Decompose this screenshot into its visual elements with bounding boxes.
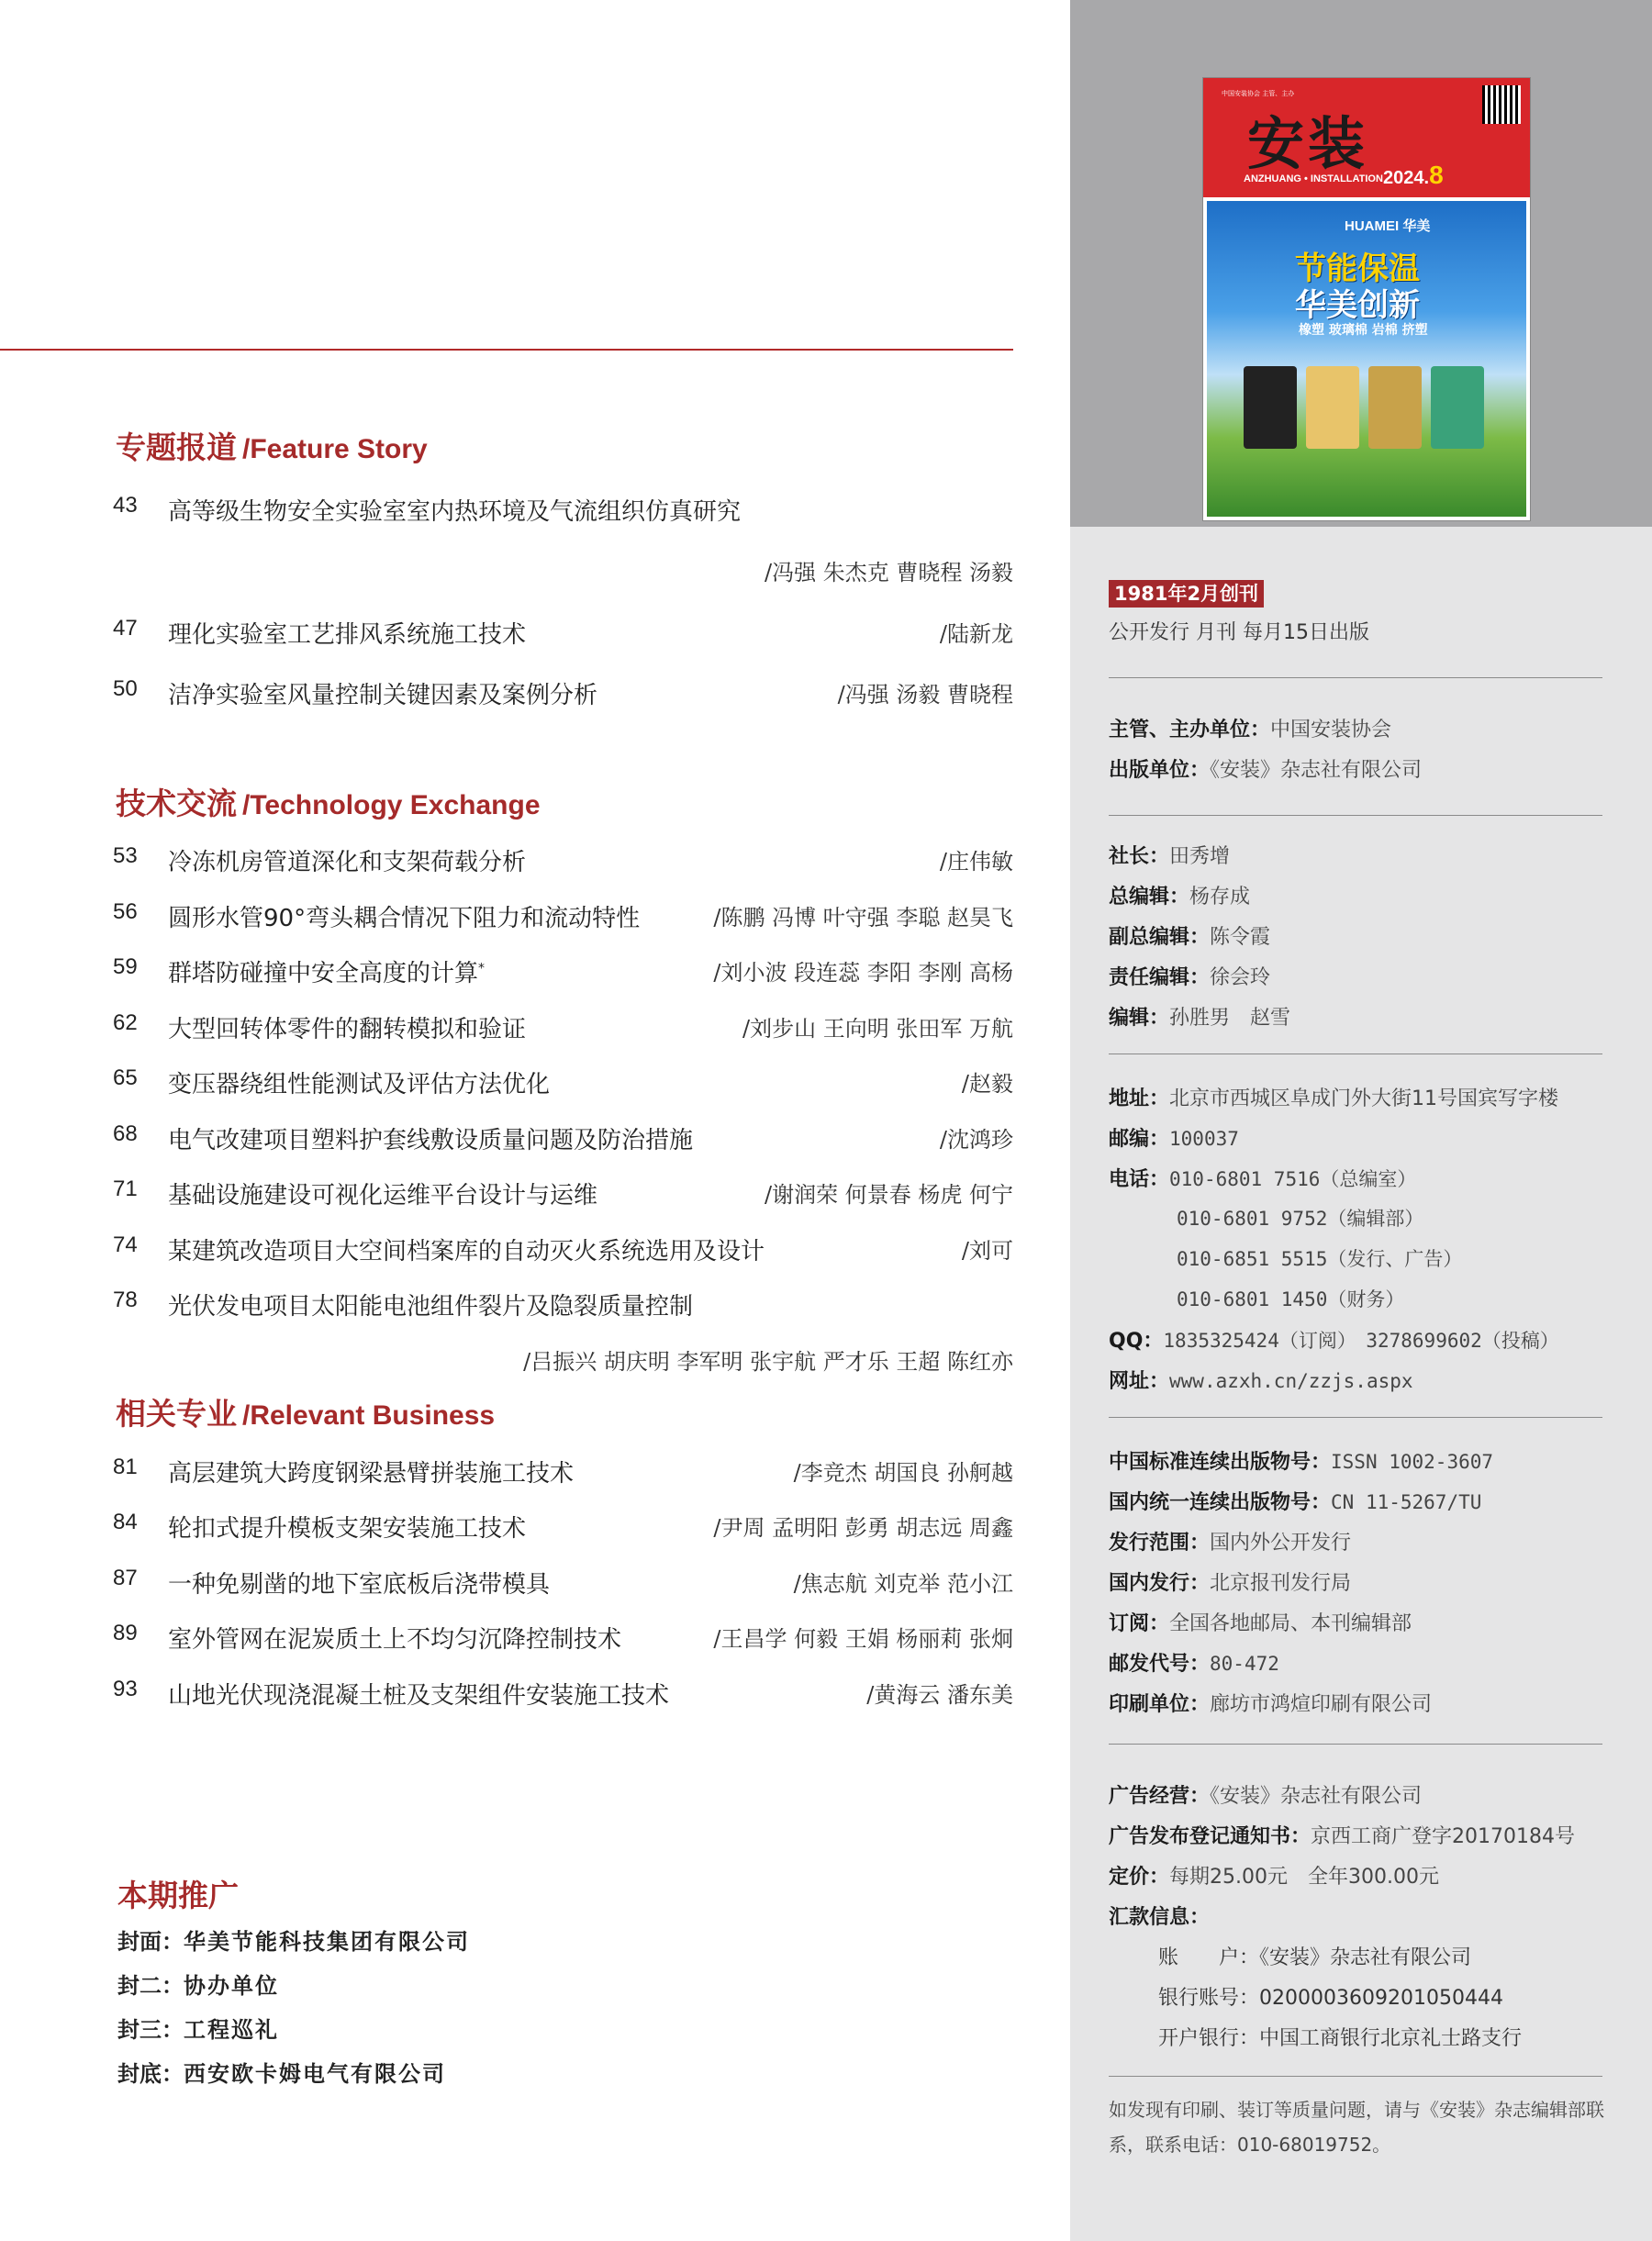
page-number: 56 bbox=[113, 899, 138, 924]
info-key: 发行范围： bbox=[1109, 1532, 1211, 1555]
article-authors: /李竞杰 胡国良 孙舸越 bbox=[793, 1460, 1013, 1486]
article-title[interactable]: 理化实验室工艺排风系统施工技术 bbox=[168, 621, 527, 649]
promo-item bbox=[117, 1968, 279, 2000]
article-authors: /陆新龙 bbox=[939, 621, 1013, 647]
info-row bbox=[1109, 1608, 1412, 1636]
toc-entry[interactable] bbox=[113, 1621, 1013, 1657]
info-value: 010-6851 5515（发行、广告） bbox=[1177, 1248, 1463, 1270]
info-value: 田秀增 bbox=[1169, 845, 1231, 868]
article-title-text: 群塔防碰撞中安全高度的计算 bbox=[168, 960, 479, 987]
divider bbox=[1109, 677, 1602, 678]
page-number: 62 bbox=[113, 1010, 138, 1035]
page-number: 84 bbox=[113, 1510, 138, 1534]
info-row bbox=[1177, 1204, 1423, 1232]
cover-header bbox=[1203, 78, 1530, 197]
footnote-mark: * bbox=[478, 961, 486, 976]
article-authors: /黄海云 潘东美 bbox=[866, 1682, 1013, 1708]
cover-subtitle: ANZHUANG • INSTALLATION bbox=[1244, 173, 1383, 184]
article-title[interactable]: 圆形水管90°弯头耦合情况下阻力和流动特性 bbox=[168, 905, 641, 932]
info-key: 总编辑： bbox=[1109, 886, 1190, 909]
quality-notice: 如发现有印刷、装订等质量问题，请与《安装》杂志编辑部联系，联系电话：010-68019752。 bbox=[1109, 2099, 1604, 2156]
info-row bbox=[1109, 1689, 1432, 1717]
article-authors: /陈鹏 冯博 叶守强 李聪 赵昊飞 bbox=[713, 905, 1013, 931]
info-value: 徐会玲 bbox=[1210, 966, 1271, 989]
info-value: CN 11-5267/TU bbox=[1331, 1491, 1482, 1513]
info-value: 80-472 bbox=[1210, 1653, 1279, 1675]
page-number: 74 bbox=[113, 1232, 138, 1257]
article-authors: /尹周 孟明阳 彭勇 胡志远 周鑫 bbox=[713, 1515, 1013, 1541]
section-heading-feature-story bbox=[116, 424, 428, 467]
info-value: 100037 bbox=[1169, 1128, 1239, 1150]
toc-entry[interactable] bbox=[113, 1121, 1013, 1158]
divider bbox=[1109, 815, 1602, 816]
toc-entry[interactable] bbox=[113, 1010, 1013, 1047]
article-title[interactable]: 一种免剔凿的地下室底板后浇带模具 bbox=[168, 1571, 551, 1599]
top-rule bbox=[0, 349, 1013, 351]
page-number: 71 bbox=[113, 1176, 138, 1201]
cover-slogan-2: 华美创新 bbox=[1295, 287, 1420, 324]
building-icon bbox=[1431, 366, 1484, 449]
divider bbox=[1109, 1417, 1602, 1418]
article-authors: /谢润荣 何景春 杨虎 何宁 bbox=[765, 1182, 1013, 1208]
info-value: 北京市西城区阜成门外大街11号国宾写字楼 bbox=[1169, 1087, 1559, 1110]
article-authors: /焦志航 刘克举 范小江 bbox=[793, 1571, 1013, 1597]
publication-frequency: 公开发行 月刊 每月15日出版 bbox=[1109, 621, 1369, 644]
promo-key: 封面： bbox=[117, 1929, 184, 1955]
info-key: 编辑： bbox=[1109, 1007, 1170, 1030]
info-value: 全国各地邮局、本刊编辑部 bbox=[1169, 1612, 1412, 1635]
section-cn-title: 相关专业 bbox=[116, 1396, 237, 1432]
page-number: 47 bbox=[113, 616, 138, 641]
info-value: 廊坊市鸿煊印刷有限公司 bbox=[1210, 1693, 1433, 1716]
page-number: 81 bbox=[113, 1455, 138, 1479]
toc-entry[interactable] bbox=[113, 954, 1013, 991]
info-value: 010-6801 9752（编辑部） bbox=[1177, 1208, 1424, 1230]
page-number: 43 bbox=[113, 493, 138, 518]
article-title[interactable]: 电气改建项目塑料护套线敷设质量问题及防治措施 bbox=[168, 1127, 694, 1154]
info-value: 每期25.00元 全年300.00元 bbox=[1169, 1866, 1439, 1889]
magazine-cover[interactable] bbox=[1202, 77, 1531, 521]
info-value: ISSN 1002-3607 bbox=[1331, 1451, 1494, 1473]
info-key: 汇款信息： bbox=[1109, 1906, 1211, 1929]
info-row bbox=[1109, 1446, 1493, 1475]
info-key: 订阅： bbox=[1109, 1612, 1170, 1635]
article-title[interactable]: 基础设施建设可视化运维平台设计与运维 bbox=[168, 1182, 598, 1210]
info-value: 010-6801 1450（财务） bbox=[1177, 1288, 1405, 1310]
info-key: 邮发代号： bbox=[1109, 1653, 1211, 1676]
promo-item bbox=[117, 2056, 446, 2088]
section-heading-technology-exchange bbox=[116, 780, 541, 823]
info-value: 中国安装协会 bbox=[1270, 719, 1392, 741]
divider bbox=[1109, 2076, 1602, 2077]
toc-entry[interactable] bbox=[113, 1677, 1013, 1713]
cover-materials: 橡塑 玻璃棉 岩棉 挤塑 bbox=[1299, 323, 1428, 338]
info-key: 地址： bbox=[1109, 1087, 1170, 1110]
info-key: QQ： bbox=[1109, 1330, 1164, 1353]
cover-logo: 安装 bbox=[1247, 110, 1369, 177]
cover-issue-number: 8 bbox=[1429, 161, 1444, 189]
info-row bbox=[1109, 962, 1270, 990]
info-row bbox=[1109, 1164, 1416, 1192]
article-title[interactable] bbox=[168, 954, 485, 988]
divider bbox=[1109, 1744, 1602, 1745]
toc-entry[interactable] bbox=[113, 676, 1013, 713]
toc-entry[interactable] bbox=[113, 1288, 1013, 1324]
info-row bbox=[1109, 1487, 1481, 1515]
article-title[interactable]: 室外管网在泥炭质土上不均匀沉降控制技术 bbox=[168, 1626, 622, 1654]
cover-publisher: 中国安装协会 主管、主办 bbox=[1222, 90, 1295, 97]
info-row bbox=[1109, 714, 1391, 742]
bank-row: 开户银行：中国工商银行北京礼士路支行 bbox=[1158, 2027, 1523, 2050]
founded-badge: 1981年2月创刊 bbox=[1109, 580, 1264, 608]
info-value: 1835325424（订阅） 3278699602（投稿） bbox=[1163, 1330, 1559, 1352]
cover-issue-year: 2024. bbox=[1383, 168, 1430, 188]
article-title[interactable]: 光伏发电项目太阳能电池组件裂片及隐裂质量控制 bbox=[168, 1293, 694, 1321]
toc-entry[interactable] bbox=[113, 1065, 1013, 1102]
article-authors: /庄伟敏 bbox=[939, 849, 1013, 875]
promo-item bbox=[117, 2012, 279, 2044]
info-value: 国内外公开发行 bbox=[1210, 1532, 1352, 1555]
promo-key: 封底： bbox=[117, 2061, 184, 2087]
info-key: 邮编： bbox=[1109, 1128, 1170, 1151]
article-authors: /刘步山 王向明 张田军 万航 bbox=[742, 1016, 1013, 1042]
info-row bbox=[1109, 1083, 1558, 1111]
info-value: 杨存成 bbox=[1189, 886, 1251, 909]
cover-panel bbox=[1070, 0, 1652, 527]
page-number: 50 bbox=[113, 676, 138, 701]
promo-value: 工程巡礼 bbox=[184, 2016, 279, 2043]
promo-value: 协办单位 bbox=[184, 1972, 279, 1999]
promo-key: 封二： bbox=[117, 1973, 184, 1999]
info-key: 网址： bbox=[1109, 1370, 1170, 1393]
info-row bbox=[1109, 1821, 1575, 1849]
toc-entry[interactable] bbox=[113, 616, 1013, 652]
info-row bbox=[1109, 754, 1422, 783]
toc-entry[interactable] bbox=[113, 1510, 1013, 1546]
toc-entry[interactable] bbox=[113, 843, 1013, 880]
article-authors: /刘可 bbox=[961, 1238, 1013, 1264]
info-row bbox=[1109, 921, 1270, 950]
cover-artwork bbox=[1207, 201, 1526, 517]
info-key: 定价： bbox=[1109, 1866, 1170, 1889]
page-number: 68 bbox=[113, 1121, 138, 1146]
section-cn-title: 技术交流 bbox=[116, 786, 237, 821]
info-row bbox=[1109, 841, 1230, 869]
info-row bbox=[1109, 1861, 1439, 1890]
toc-entry[interactable] bbox=[113, 899, 1013, 936]
info-row bbox=[1177, 1285, 1404, 1312]
promo-value: 西安欧卡姆电气有限公司 bbox=[184, 2060, 446, 2087]
article-title[interactable]: 大型回转体零件的翻转模拟和验证 bbox=[168, 1016, 527, 1043]
info-key: 中国标准连续出版物号： bbox=[1109, 1451, 1332, 1474]
info-row bbox=[1177, 1244, 1462, 1272]
cover-brand: HUAMEI 华美 bbox=[1345, 218, 1431, 234]
info-value: 陈令霞 bbox=[1210, 926, 1271, 949]
article-authors: /王昌学 何毅 王娟 杨丽莉 张炯 bbox=[713, 1626, 1013, 1652]
info-row bbox=[1109, 1780, 1422, 1809]
info-value: 010-6801 7516（总编室） bbox=[1169, 1168, 1417, 1190]
bank-row: 账 户：《安装》杂志社有限公司 bbox=[1158, 1946, 1472, 1969]
info-row bbox=[1109, 881, 1250, 909]
info-row bbox=[1109, 1123, 1239, 1152]
info-row bbox=[1109, 1366, 1413, 1394]
qr-code-icon bbox=[1482, 85, 1521, 124]
info-value: 孙胜男 赵雪 bbox=[1169, 1007, 1291, 1030]
cover-slogan-1: 节能保温 bbox=[1295, 251, 1420, 287]
info-value: 《安装》杂志社有限公司 bbox=[1210, 1785, 1423, 1808]
article-title[interactable]: 变压器绕组性能测试及评估方法优化 bbox=[168, 1071, 551, 1098]
article-title[interactable]: 洁净实验室风量控制关键因素及案例分析 bbox=[168, 682, 598, 709]
page-number: 65 bbox=[113, 1065, 138, 1090]
info-row bbox=[1109, 1325, 1559, 1354]
rockwool-product-icon bbox=[1368, 366, 1422, 449]
toc-entry[interactable] bbox=[113, 493, 1013, 530]
section-heading-relevant-business bbox=[116, 1390, 495, 1433]
info-key: 社长： bbox=[1109, 845, 1170, 868]
article-authors: /刘小波 段连蕊 李阳 李刚 高杨 bbox=[713, 960, 1013, 986]
toc-entry[interactable] bbox=[113, 1176, 1013, 1213]
info-value: 北京报刊发行局 bbox=[1210, 1572, 1352, 1595]
page-number: 59 bbox=[113, 954, 138, 979]
info-row bbox=[1109, 1527, 1351, 1555]
rubber-product-icon bbox=[1244, 366, 1297, 449]
section-en-title: /Relevant Business bbox=[242, 1400, 496, 1431]
article-title[interactable]: 轮扣式提升模板支架安装施工技术 bbox=[168, 1515, 527, 1543]
cover-issue bbox=[1383, 161, 1444, 190]
info-key: 出版单位： bbox=[1109, 759, 1211, 782]
info-key: 电话： bbox=[1109, 1168, 1170, 1191]
section-cn-title: 专题报道 bbox=[116, 429, 237, 465]
info-key: 印刷单位： bbox=[1109, 1693, 1211, 1716]
promo-title: 本期推广 bbox=[117, 1878, 239, 1913]
info-key: 责任编辑： bbox=[1109, 966, 1211, 989]
info-key: 广告发布登记通知书： bbox=[1109, 1825, 1312, 1848]
info-key: 主管、主办单位： bbox=[1109, 719, 1271, 741]
glasswool-product-icon bbox=[1306, 366, 1359, 449]
article-authors: /赵毅 bbox=[961, 1071, 1013, 1097]
website-link[interactable]: www.azxh.cn/zzjs.aspx bbox=[1169, 1370, 1413, 1392]
info-key: 国内发行： bbox=[1109, 1572, 1211, 1595]
page-number: 87 bbox=[113, 1566, 138, 1590]
article-authors: /冯强 朱杰克 曹晓程 汤毅 bbox=[765, 560, 1013, 585]
article-authors: /沈鸿珍 bbox=[939, 1127, 1013, 1153]
section-en-title: /Technology Exchange bbox=[242, 790, 541, 820]
page-number: 53 bbox=[113, 843, 138, 868]
info-row bbox=[1109, 1648, 1279, 1677]
toc-entry[interactable] bbox=[113, 1566, 1013, 1602]
info-row bbox=[1109, 1567, 1351, 1596]
info-row bbox=[1109, 1002, 1290, 1031]
info-value: 京西工商广登字20170184号 bbox=[1311, 1825, 1575, 1848]
info-key: 广告经营： bbox=[1109, 1785, 1211, 1808]
promo-item bbox=[117, 1923, 470, 1956]
info-key: 国内统一连续出版物号： bbox=[1109, 1491, 1332, 1514]
article-authors: /冯强 汤毅 曹晓程 bbox=[837, 682, 1013, 708]
toc-entry[interactable] bbox=[113, 1455, 1013, 1491]
promo-value: 华美节能科技集团有限公司 bbox=[184, 1928, 470, 1955]
page-number: 93 bbox=[113, 1677, 138, 1701]
article-authors: /吕振兴 胡庆明 李军明 张宇航 严才乐 王超 陈红亦 bbox=[523, 1349, 1013, 1375]
article-title[interactable]: 高层建筑大跨度钢梁悬臂拼装施工技术 bbox=[168, 1460, 575, 1488]
article-title[interactable]: 冷冻机房管道深化和支架荷载分析 bbox=[168, 849, 527, 876]
article-title[interactable]: 某建筑改造项目大空间档案库的自动灭火系统选用及设计 bbox=[168, 1238, 765, 1265]
section-en-title: /Feature Story bbox=[242, 434, 428, 464]
page-number: 78 bbox=[113, 1288, 138, 1312]
info-key: 副总编辑： bbox=[1109, 926, 1211, 949]
info-value: 《安装》杂志社有限公司 bbox=[1210, 759, 1423, 782]
article-title[interactable]: 山地光伏现浇混凝土桩及支架组件安装施工技术 bbox=[168, 1682, 670, 1710]
bank-row: 银行账号：0200003609201050444 bbox=[1158, 1987, 1503, 2010]
page-number: 89 bbox=[113, 1621, 138, 1645]
toc-entry[interactable] bbox=[113, 1232, 1013, 1269]
article-title[interactable]: 高等级生物安全实验室室内热环境及气流组织仿真研究 bbox=[168, 498, 742, 526]
promo-key: 封三： bbox=[117, 2017, 184, 2043]
info-row bbox=[1109, 1901, 1210, 1930]
